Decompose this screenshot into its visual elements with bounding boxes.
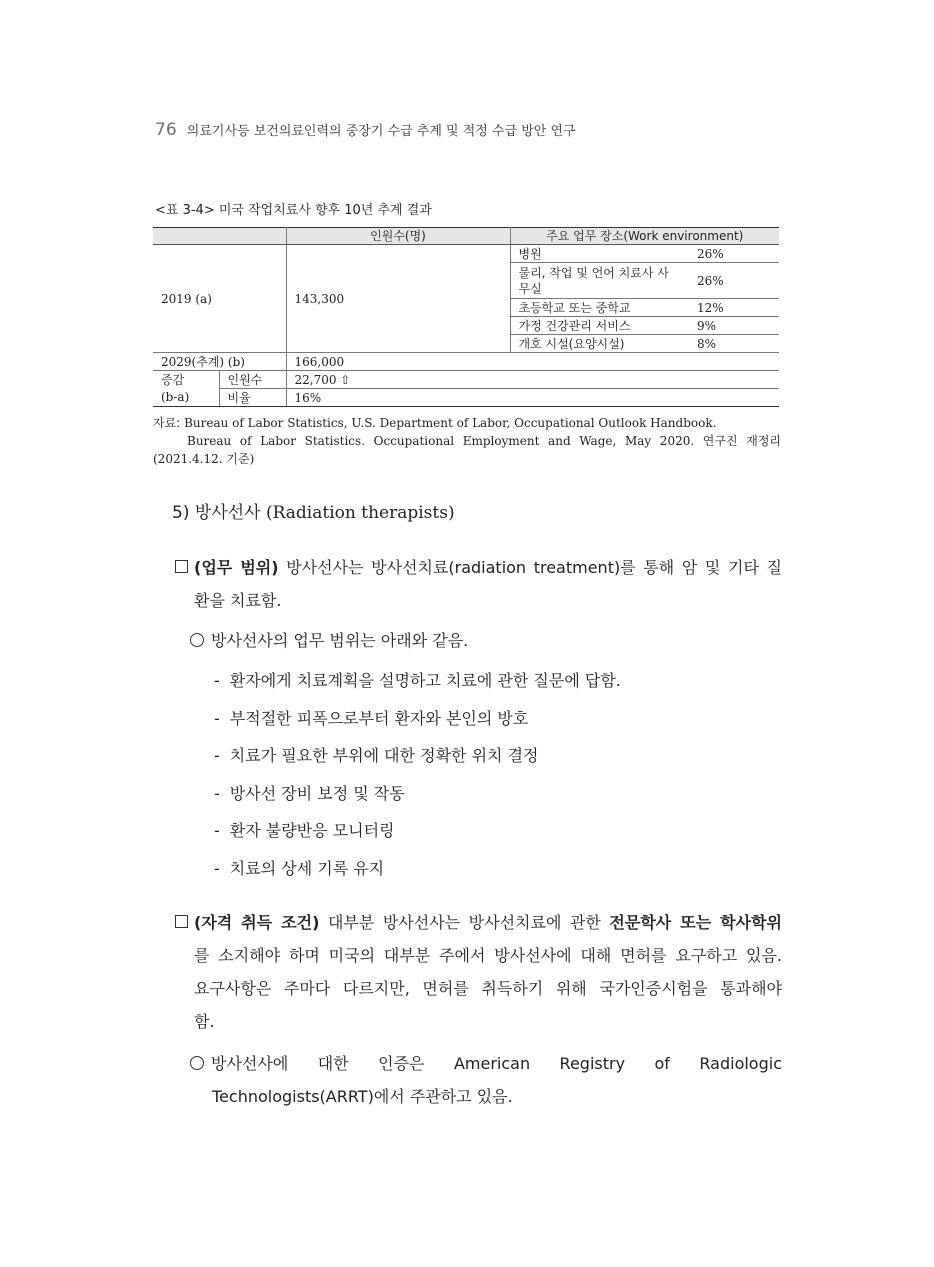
work-env-place: 개호 시설(요양시설) — [510, 335, 689, 353]
work-env-place: 가정 건강관리 서비스 — [510, 317, 689, 335]
list-item: - 부적절한 피폭으로부터 환자와 본인의 방호 — [214, 708, 529, 728]
source-note — [153, 414, 781, 468]
list-item: - 치료의 상세 기록 유지 — [214, 858, 385, 878]
list-item: - 방사선 장비 보정 및 작동 — [214, 783, 405, 803]
table-row — [153, 371, 779, 389]
section-title-en: (Radiation therapists) — [265, 503, 455, 523]
section-number: 5) — [172, 503, 190, 523]
work-env-pct: 8% — [689, 335, 779, 353]
certification-paragraph — [190, 1047, 782, 1113]
work-env-place: 병원 — [510, 245, 689, 263]
running-header — [155, 120, 576, 140]
work-env-pct: 26% — [689, 245, 779, 263]
header-count: 인원수(명) — [286, 228, 510, 245]
source-line-1: 자료: Bureau of Labor Statistics, U.S. Department of Labor, Occupational Outlook Handbook. — [153, 416, 717, 430]
list-item: - 치료가 필요한 부위에 대한 정확한 위치 결정 — [214, 746, 539, 766]
qualification-paragraph — [175, 906, 782, 1038]
section-heading — [172, 498, 455, 523]
work-env-pct: 9% — [689, 317, 779, 335]
change-label: 증감 — [153, 371, 219, 389]
qualification-label: (자격 취득 조건) — [194, 913, 320, 932]
circle-bullet-icon — [190, 1056, 204, 1070]
change-count-value: 22,700 ⇧ — [286, 371, 779, 389]
scope-list — [214, 662, 621, 888]
qualification-line-1: (자격 취득 조건) 대부분 방사선사는 방사선치료에 관한 전문학사 또는 학사학위 — [175, 906, 782, 939]
change-ratio-label: 비율 — [219, 389, 286, 407]
page-number: 76 — [155, 120, 177, 140]
table-row — [153, 389, 779, 407]
header-blank — [153, 228, 286, 245]
qualification-line-4: 함. — [194, 1012, 215, 1031]
work-env-pct: 26% — [689, 263, 779, 299]
row-2029-label: 2029(추계) (b) — [153, 353, 286, 371]
qualification-line-2: 를 소지해야 하며 미국의 대부분 주에서 방사선사에 대해 면허를 요구하고 있음. — [194, 946, 782, 965]
source-line-2: Bureau of Labor Statistics. Occupational Employment and Wage, May 2020. 연구진 재정리 — [187, 434, 781, 448]
list-item: - 환자에게 치료계획을 설명하고 치료에 관한 질문에 답함. — [214, 671, 621, 690]
change-count-label: 인원수 — [219, 371, 286, 389]
work-env-place: 물리, 작업 및 언어 치료사 사무실 — [510, 263, 689, 299]
square-bullet-icon — [175, 915, 188, 928]
change-ratio-value: 16% — [286, 389, 779, 407]
certification-line-1: 방사선사에 대한 인증은 American Registry of Radiologic — [190, 1047, 782, 1080]
projection-table — [153, 227, 779, 407]
scope-line-1: (업무 범위) 방사선사는 방사선치료(radiation treatment)를 통해 암 및 기타 질 — [175, 551, 782, 584]
header-work-environment: 주요 업무 장소(Work environment) — [510, 228, 779, 245]
source-line-3: (2021.4.12. 기준) — [153, 452, 255, 466]
table-row — [153, 353, 779, 371]
table-caption: <표 3-4> 미국 작업치료사 향후 10년 추계 결과 — [155, 203, 432, 218]
table-row — [153, 245, 779, 263]
list-item: - 환자 불량반응 모니터링 — [214, 821, 395, 841]
certification-line-2: Technologists(ARRT)에서 주관하고 있음. — [212, 1087, 513, 1106]
scope-label: (업무 범위) — [194, 558, 279, 577]
circle-bullet-icon — [190, 633, 204, 647]
running-title: 의료기사등 보건의료인력의 중장기 수급 추계 및 적정 수급 방안 연구 — [186, 124, 576, 139]
row-2019-label: 2019 (a) — [153, 245, 286, 353]
table-header-row — [153, 228, 779, 245]
degree-emphasis: 전문학사 또는 학사학위 — [609, 913, 783, 932]
row-2029-count: 166,000 — [286, 353, 779, 371]
change-label-formula: (b-a) — [153, 389, 219, 407]
scope-paragraph — [175, 551, 782, 617]
row-2019-count: 143,300 — [286, 245, 510, 353]
qualification-line-3: 요구사항은 주마다 다르지만, 면허를 취득하기 위해 국가인증시험을 통과해야 — [194, 979, 782, 998]
work-env-place: 초등학교 또는 중학교 — [510, 299, 689, 317]
section-title-ko: 방사선사 — [194, 503, 261, 523]
scope-intro: 방사선사의 업무 범위는 아래와 같음. — [190, 624, 468, 657]
work-env-pct: 12% — [689, 299, 779, 317]
square-bullet-icon — [175, 560, 188, 573]
scope-line-2: 환을 치료함. — [194, 591, 282, 610]
